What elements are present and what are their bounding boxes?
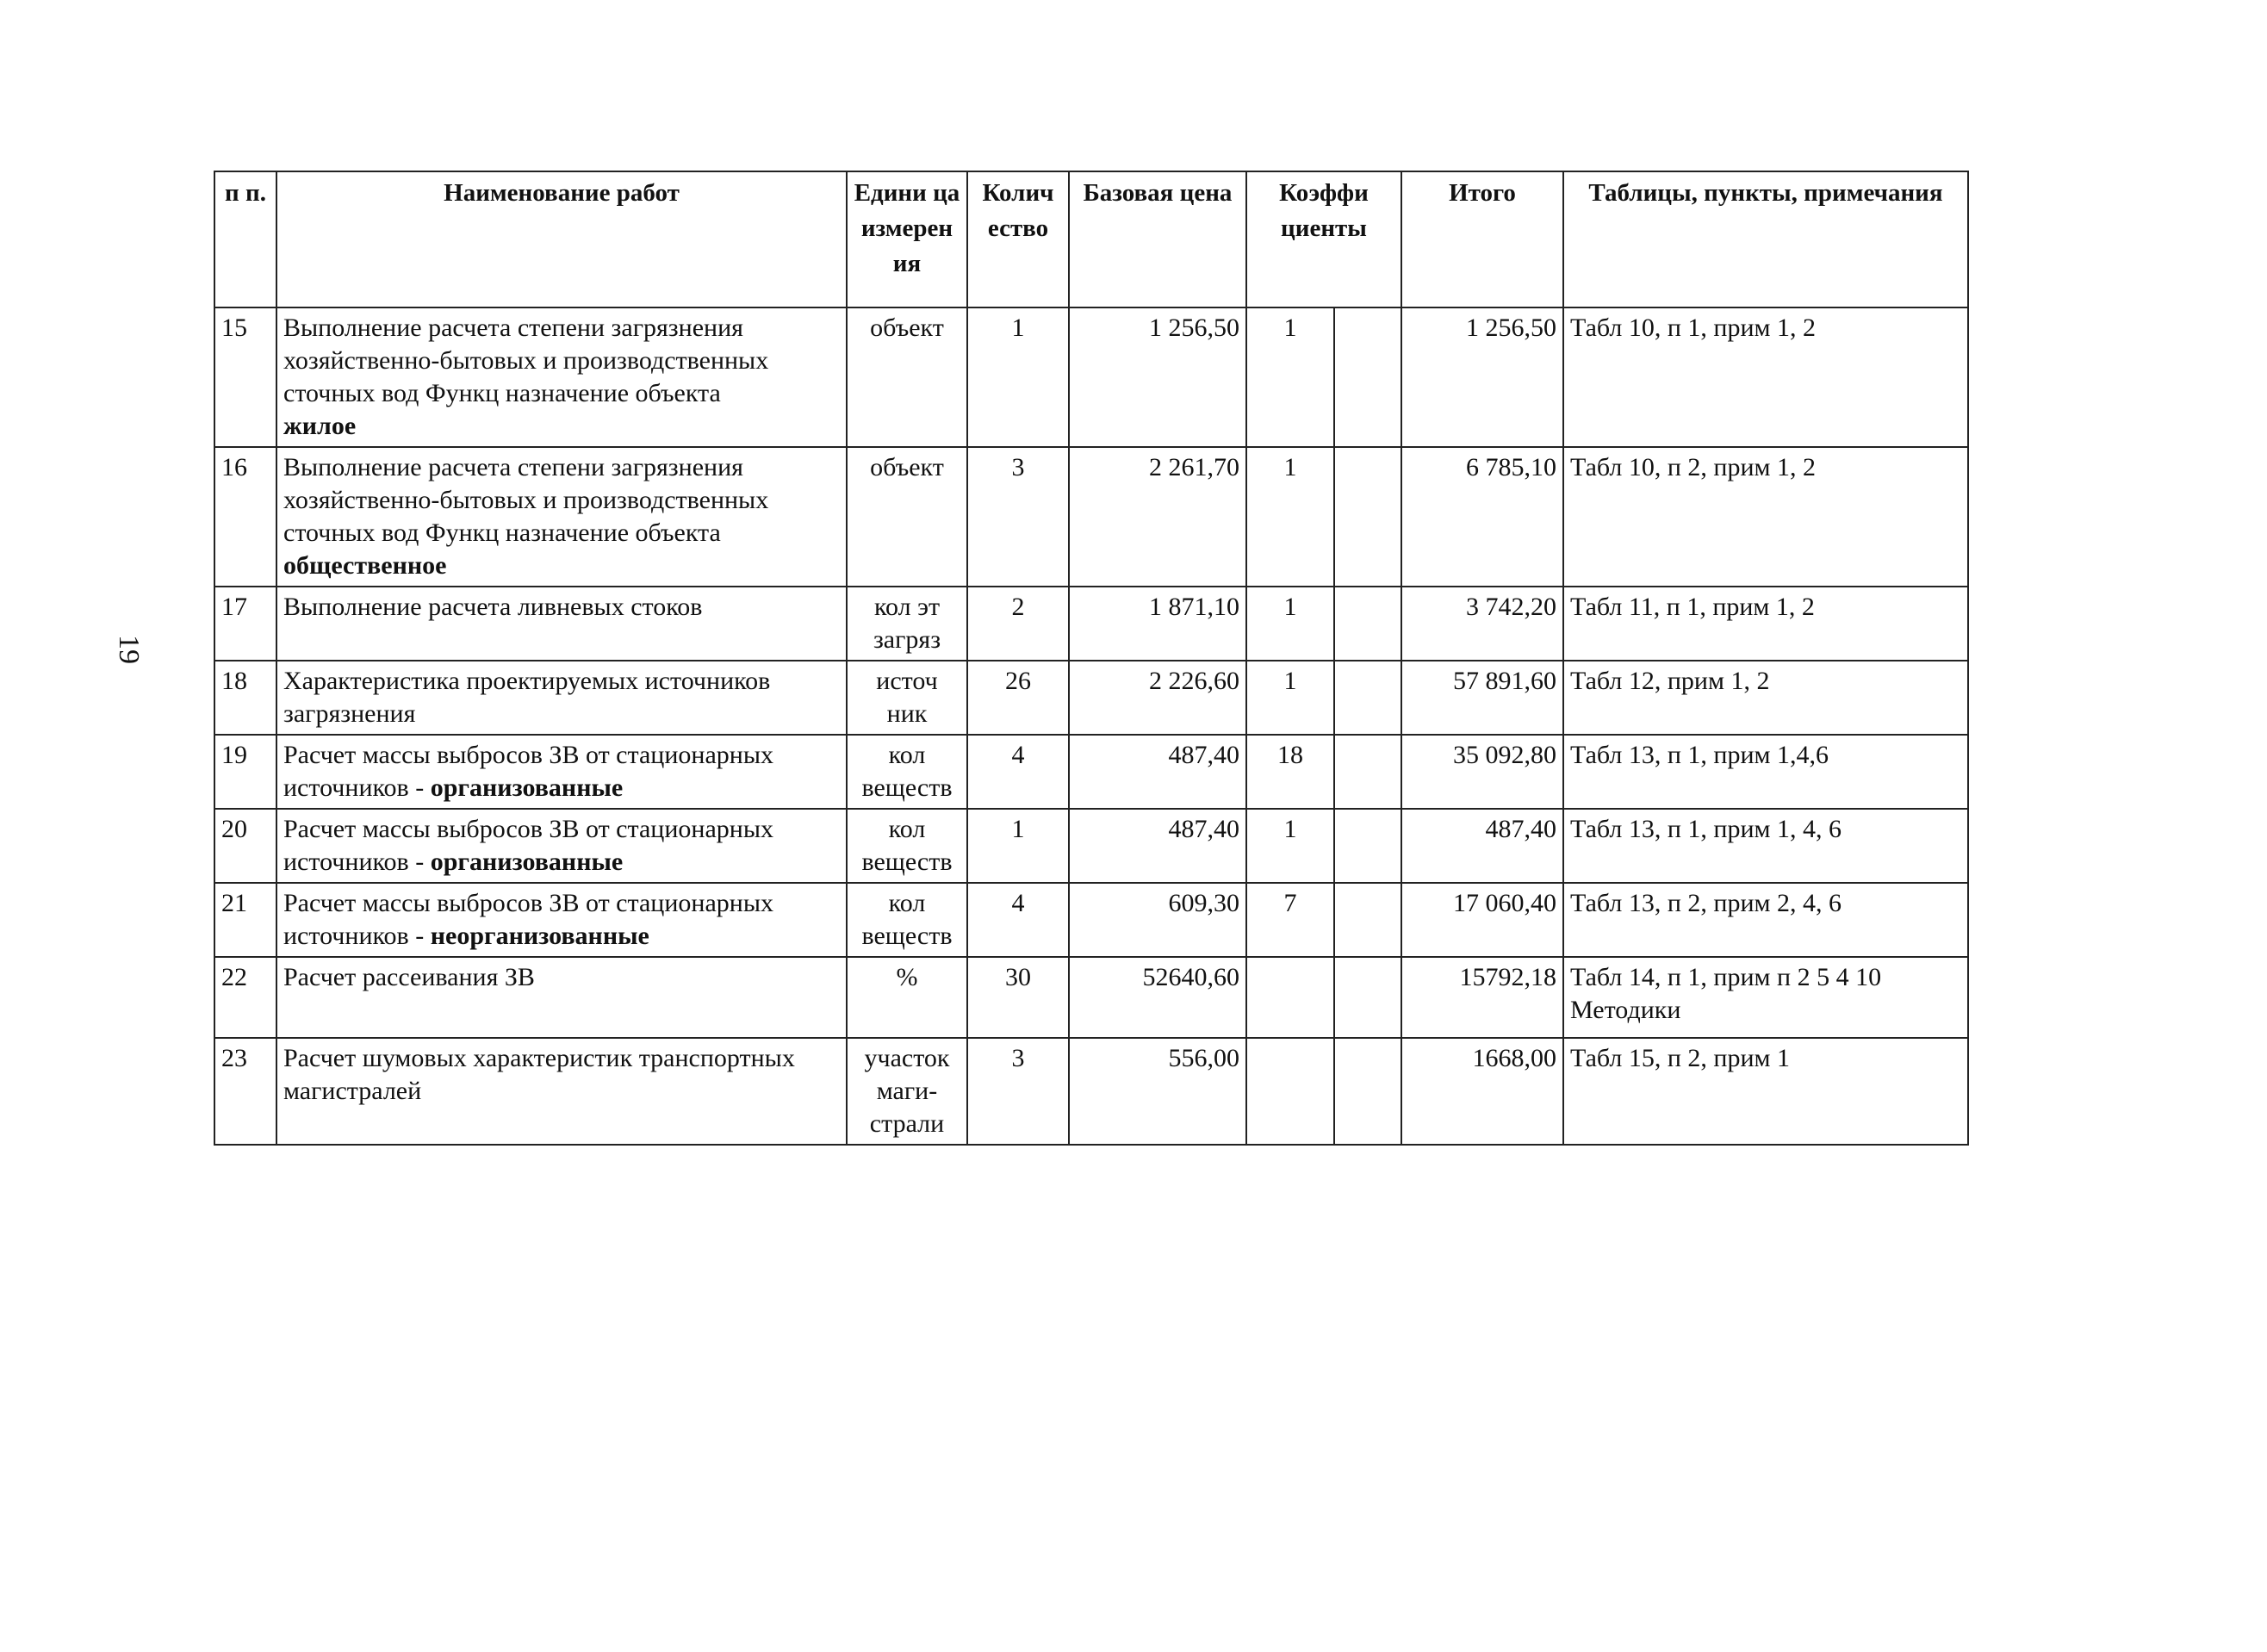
header-total: Итого bbox=[1401, 171, 1563, 307]
table-row bbox=[214, 809, 1968, 883]
row-ref: Табл 14, п 1, прим п 2 5 4 10 Методики bbox=[1563, 957, 1968, 1038]
row-total: 35 092,80 bbox=[1401, 735, 1563, 809]
row-name bbox=[276, 1038, 847, 1145]
row-total: 1668,00 bbox=[1401, 1038, 1563, 1145]
table-row bbox=[214, 957, 1968, 1038]
header-price: Базовая цена bbox=[1069, 171, 1246, 307]
row-ref: Табл 10, п 2, прим 1, 2 bbox=[1563, 447, 1968, 587]
row-num: 23 bbox=[214, 1038, 276, 1145]
row-unit: кол эт загряз bbox=[847, 587, 967, 661]
row-qty: 30 bbox=[967, 957, 1069, 1038]
row-coef: 18 bbox=[1246, 735, 1334, 809]
row-total: 6 785,10 bbox=[1401, 447, 1563, 587]
row-qty: 3 bbox=[967, 447, 1069, 587]
row-coef-extra bbox=[1334, 735, 1401, 809]
header-unit: Едини ца измерен ия bbox=[847, 171, 967, 307]
row-name-emphasis: организованные bbox=[430, 773, 624, 802]
row-name-text: Расчет шумовых характеристик транспортных магистралей bbox=[283, 1044, 795, 1105]
row-name-text: Выполнение расчета степени загрязнения хозяйственно-бытовых и производственных сточных вод Функц назначение объекта bbox=[283, 314, 769, 407]
row-coef: 1 bbox=[1246, 661, 1334, 735]
table-row bbox=[214, 307, 1968, 447]
row-price: 487,40 bbox=[1069, 809, 1246, 883]
row-qty: 4 bbox=[967, 883, 1069, 957]
table-row bbox=[214, 883, 1968, 957]
row-name bbox=[276, 307, 847, 447]
row-price: 1 256,50 bbox=[1069, 307, 1246, 447]
row-name-text: Выполнение расчета ливневых стоков bbox=[283, 593, 703, 621]
row-name-text: Расчет массы выбросов ЗВ от стационарных источников - bbox=[283, 741, 773, 802]
row-name bbox=[276, 735, 847, 809]
row-ref: Табл 15, п 2, прим 1 bbox=[1563, 1038, 1968, 1145]
row-coef-extra bbox=[1334, 883, 1401, 957]
row-ref: Табл 13, п 1, прим 1,4,6 bbox=[1563, 735, 1968, 809]
table-row bbox=[214, 587, 1968, 661]
row-ref: Табл 12, прим 1, 2 bbox=[1563, 661, 1968, 735]
row-total: 3 742,20 bbox=[1401, 587, 1563, 661]
row-coef: 1 bbox=[1246, 809, 1334, 883]
row-total: 57 891,60 bbox=[1401, 661, 1563, 735]
row-num: 22 bbox=[214, 957, 276, 1038]
row-ref: Табл 10, п 1, прим 1, 2 bbox=[1563, 307, 1968, 447]
row-ref: Табл 13, п 2, прим 2, 4, 6 bbox=[1563, 883, 1968, 957]
table-row bbox=[214, 447, 1968, 587]
row-name-text: Характеристика проектируемых источников загрязнения bbox=[283, 667, 771, 728]
row-total: 1 256,50 bbox=[1401, 307, 1563, 447]
row-name bbox=[276, 883, 847, 957]
row-name-text: Расчет рассеивания ЗВ bbox=[283, 963, 535, 991]
row-coef: 1 bbox=[1246, 447, 1334, 587]
row-price: 52640,60 bbox=[1069, 957, 1246, 1038]
header-coef: Коэффи циенты bbox=[1246, 171, 1401, 307]
row-name bbox=[276, 587, 847, 661]
row-name bbox=[276, 809, 847, 883]
row-unit: участок маги-страли bbox=[847, 1038, 967, 1145]
row-name-emphasis: организованные bbox=[430, 848, 624, 876]
row-num: 20 bbox=[214, 809, 276, 883]
row-name bbox=[276, 957, 847, 1038]
row-price: 556,00 bbox=[1069, 1038, 1246, 1145]
row-qty: 2 bbox=[967, 587, 1069, 661]
row-coef-extra bbox=[1334, 587, 1401, 661]
row-num: 18 bbox=[214, 661, 276, 735]
row-coef: 7 bbox=[1246, 883, 1334, 957]
row-coef-extra bbox=[1334, 661, 1401, 735]
row-coef bbox=[1246, 957, 1334, 1038]
row-name-text: Расчет массы выбросов ЗВ от стационарных источников - bbox=[283, 889, 773, 950]
row-coef bbox=[1246, 1038, 1334, 1145]
works-table bbox=[214, 171, 1969, 1146]
row-ref: Табл 11, п 1, прим 1, 2 bbox=[1563, 587, 1968, 661]
row-unit: объект bbox=[847, 307, 967, 447]
row-total: 487,40 bbox=[1401, 809, 1563, 883]
row-coef-extra bbox=[1334, 1038, 1401, 1145]
row-qty: 1 bbox=[967, 307, 1069, 447]
row-unit: кол веществ bbox=[847, 735, 967, 809]
row-coef-extra bbox=[1334, 307, 1401, 447]
row-name-text: Расчет массы выбросов ЗВ от стационарных источников - bbox=[283, 815, 773, 876]
row-coef: 1 bbox=[1246, 307, 1334, 447]
row-coef-extra bbox=[1334, 447, 1401, 587]
row-unit: % bbox=[847, 957, 967, 1038]
row-coef: 1 bbox=[1246, 587, 1334, 661]
table-row bbox=[214, 1038, 1968, 1145]
row-num: 21 bbox=[214, 883, 276, 957]
row-qty: 3 bbox=[967, 1038, 1069, 1145]
row-qty: 26 bbox=[967, 661, 1069, 735]
table-row bbox=[214, 735, 1968, 809]
row-unit: кол веществ bbox=[847, 809, 967, 883]
row-total: 15792,18 bbox=[1401, 957, 1563, 1038]
row-name bbox=[276, 447, 847, 587]
header-qty: Колич ество bbox=[967, 171, 1069, 307]
header-ref: Таблицы, пункты, примечания bbox=[1563, 171, 1968, 307]
row-total: 17 060,40 bbox=[1401, 883, 1563, 957]
row-qty: 4 bbox=[967, 735, 1069, 809]
row-unit: объект bbox=[847, 447, 967, 587]
row-price: 2 261,70 bbox=[1069, 447, 1246, 587]
row-coef-extra bbox=[1334, 809, 1401, 883]
row-price: 1 871,10 bbox=[1069, 587, 1246, 661]
row-num: 17 bbox=[214, 587, 276, 661]
header-row bbox=[214, 171, 1968, 307]
row-name-emphasis: общественное bbox=[283, 551, 447, 580]
row-ref: Табл 13, п 1, прим 1, 4, 6 bbox=[1563, 809, 1968, 883]
row-price: 2 226,60 bbox=[1069, 661, 1246, 735]
row-num: 19 bbox=[214, 735, 276, 809]
row-unit: источ ник bbox=[847, 661, 967, 735]
row-num: 15 bbox=[214, 307, 276, 447]
row-name-emphasis: неорганизованные bbox=[430, 922, 649, 950]
page-number: 19 bbox=[113, 635, 145, 664]
row-price: 609,30 bbox=[1069, 883, 1246, 957]
table-row bbox=[214, 661, 1968, 735]
row-name-emphasis: жилое bbox=[283, 412, 357, 440]
row-name bbox=[276, 661, 847, 735]
row-num: 16 bbox=[214, 447, 276, 587]
row-coef-extra bbox=[1334, 957, 1401, 1038]
row-unit: кол веществ bbox=[847, 883, 967, 957]
header-name: Наименование работ bbox=[276, 171, 847, 307]
row-price: 487,40 bbox=[1069, 735, 1246, 809]
row-name-text: Выполнение расчета степени загрязнения хозяйственно-бытовых и производственных сточных вод Функц назначение объекта bbox=[283, 453, 769, 547]
header-num: п п. bbox=[214, 171, 276, 307]
row-qty: 1 bbox=[967, 809, 1069, 883]
